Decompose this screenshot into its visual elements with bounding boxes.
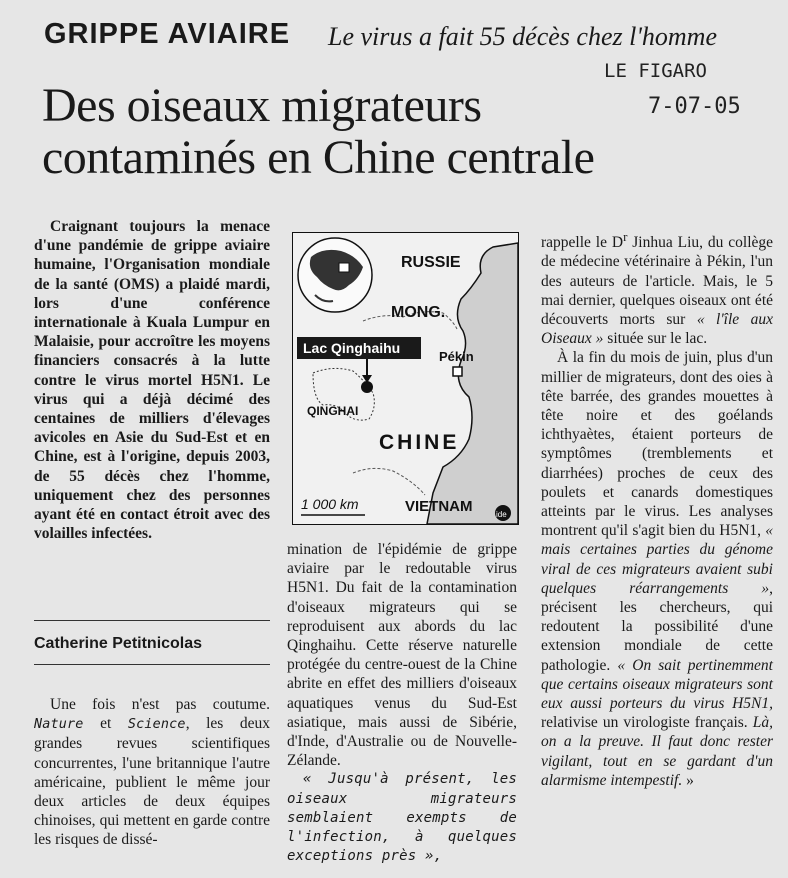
col1-journal-nature: Nature: [34, 717, 84, 733]
map-figure: [292, 232, 519, 525]
byline-rule-top: [34, 620, 270, 621]
body-column-3: [541, 227, 773, 790]
border-vietnam: [353, 468, 425, 495]
col3-paragraph-2: [541, 348, 773, 790]
col3-p2-e: relativise un virologiste français.: [541, 714, 748, 732]
label-mongolia: MONG.: [391, 304, 446, 321]
col3-p2-quote2: « On sait pertinemment que certains oiseaux migrateurs sont eux aussi porteurs du virus H5N1,: [541, 656, 773, 713]
col3-paragraph-1: [541, 227, 773, 348]
col3-p1-a: rappelle le D: [541, 234, 624, 252]
col1-journal-science: Science: [127, 717, 186, 733]
kicker: GRIPPE AVIAIRE: [44, 18, 291, 50]
headline-line2: contaminés en Chine centrale: [42, 131, 595, 184]
map-sea: [427, 243, 518, 524]
globe-highlight-box: [339, 263, 349, 272]
kicker-subtitle: Le virus a fait 55 décès chez l'homme: [328, 22, 717, 51]
label-russia: RUSSIE: [401, 254, 461, 271]
body-column-2: [287, 540, 517, 866]
label-qinghai: QINGHAI: [307, 404, 359, 418]
byline-rule-bottom: [34, 664, 270, 665]
map-scale: 1 000 km: [301, 496, 359, 512]
col3-p2-g: »: [682, 771, 694, 789]
col1-text-3: et: [100, 715, 112, 733]
byline: Catherine Petitnicolas: [34, 635, 203, 652]
lake-marker: [361, 381, 373, 393]
map-svg: [293, 233, 518, 524]
headline: [42, 80, 594, 184]
label-beijing: Pékin: [439, 349, 474, 364]
beijing-marker: [453, 367, 462, 376]
col2-quote: « Jusqu'à présent, les oiseaux migrateurs semblaient exempts de l'infection, à quelques exceptions près »,: [287, 771, 517, 865]
col3-p2-c: , précisent les chercheurs, qui redoutent la possibilité d'une extension mondiale de cette pathologie.: [541, 579, 773, 674]
label-vietnam: VIETNAM: [405, 498, 473, 515]
col1-text-1: Une fois n'est pas coutume.: [50, 696, 270, 713]
body-column-1: [34, 695, 270, 850]
handwritten-date: 7-07-05: [648, 94, 741, 119]
col3-p2-quote1: « mais certaines parties du génome viral de ces migrateurs avaient subi quelques réarrangements »: [541, 522, 773, 597]
col3-p1-quote: « l'île aux Oiseaux »: [541, 310, 774, 348]
lead-paragraph: Craignant toujours la menace d'une pandémie de grippe aviaire humaine, l'Organisation mondiale de la santé (OMS) a plaidé mardi, lors d'une conférence internationale à Kuala Lumpur en Malaisie, pour accroître les moyens financiers consacrés à la lutte contre le virus mortel H5N1. Le virus qui a déjà décimé des centaines de milliers d'élevages avicoles en Asie du Sud-Est et en Chine, est à l'origine, depuis 2003, de 55 décès chez l'homme, uniquement chez des personnes ayant été en contact étroit avec des volailles infectées.: [34, 218, 270, 543]
label-china: CHINE: [379, 431, 460, 454]
col3-p2-quote3: Là, on a la preuve. Il faut donc rester vigilant, tout en se gardant d'un alarmisme intempestif.: [541, 714, 773, 789]
col2-paragraph-1: mination de l'épidémie de grippe aviaire par le redoutable virus H5N1. Du fait de la contamination d'oiseaux migrateurs qui se reproduisent aux abords du lac Qinghaihu. Cette réserve naturelle protégée du centre-ouest de la Chine abrite en effet des milliers d'oiseaux aquatiques venus du Sud-Est asiatique, mais aussi de Sibérie, d'Inde, d'Australie ou de Nouvelle-Zélande.: [287, 541, 517, 770]
headline-line1: Des oiseaux migrateurs: [42, 79, 482, 132]
col1-text-5: , les deux grandes revues scientifiques concurrentes, l'une britannique l'autre américaine, publient le même jour deux articles de deux équipes chinoises, qui mettent en garde contre les risques de dissé-: [34, 715, 271, 849]
map-credit: ide: [496, 510, 507, 519]
col3-p1-b: Jinhua Liu, du collège de médecine vétérinaire à Pékin, l'un des auteurs de l'article. Mais, le 5 mai dernier, quelques oiseaux ont été découverts morts sur: [541, 234, 774, 328]
col3-p1-sup: r: [623, 229, 628, 244]
handwritten-source: LE FIGARO: [604, 60, 707, 82]
col3-p2-a: À la fin du mois de juin, plus d'un millier de migrateurs, dont des oies à tête barrée, des grandes mouettes à tête noire et des goélands ichthyaètes, étaient porteurs de symptômes (tremblements et diarrhées) proches de ceux des poulets et canards domestiques atteints par le virus. Les analyses montrent qu'il s'agit bien du H5N1,: [541, 349, 773, 540]
col3-p1-d: située sur le lac.: [603, 330, 708, 348]
label-lake: Lac Qinghaihu: [303, 340, 401, 356]
